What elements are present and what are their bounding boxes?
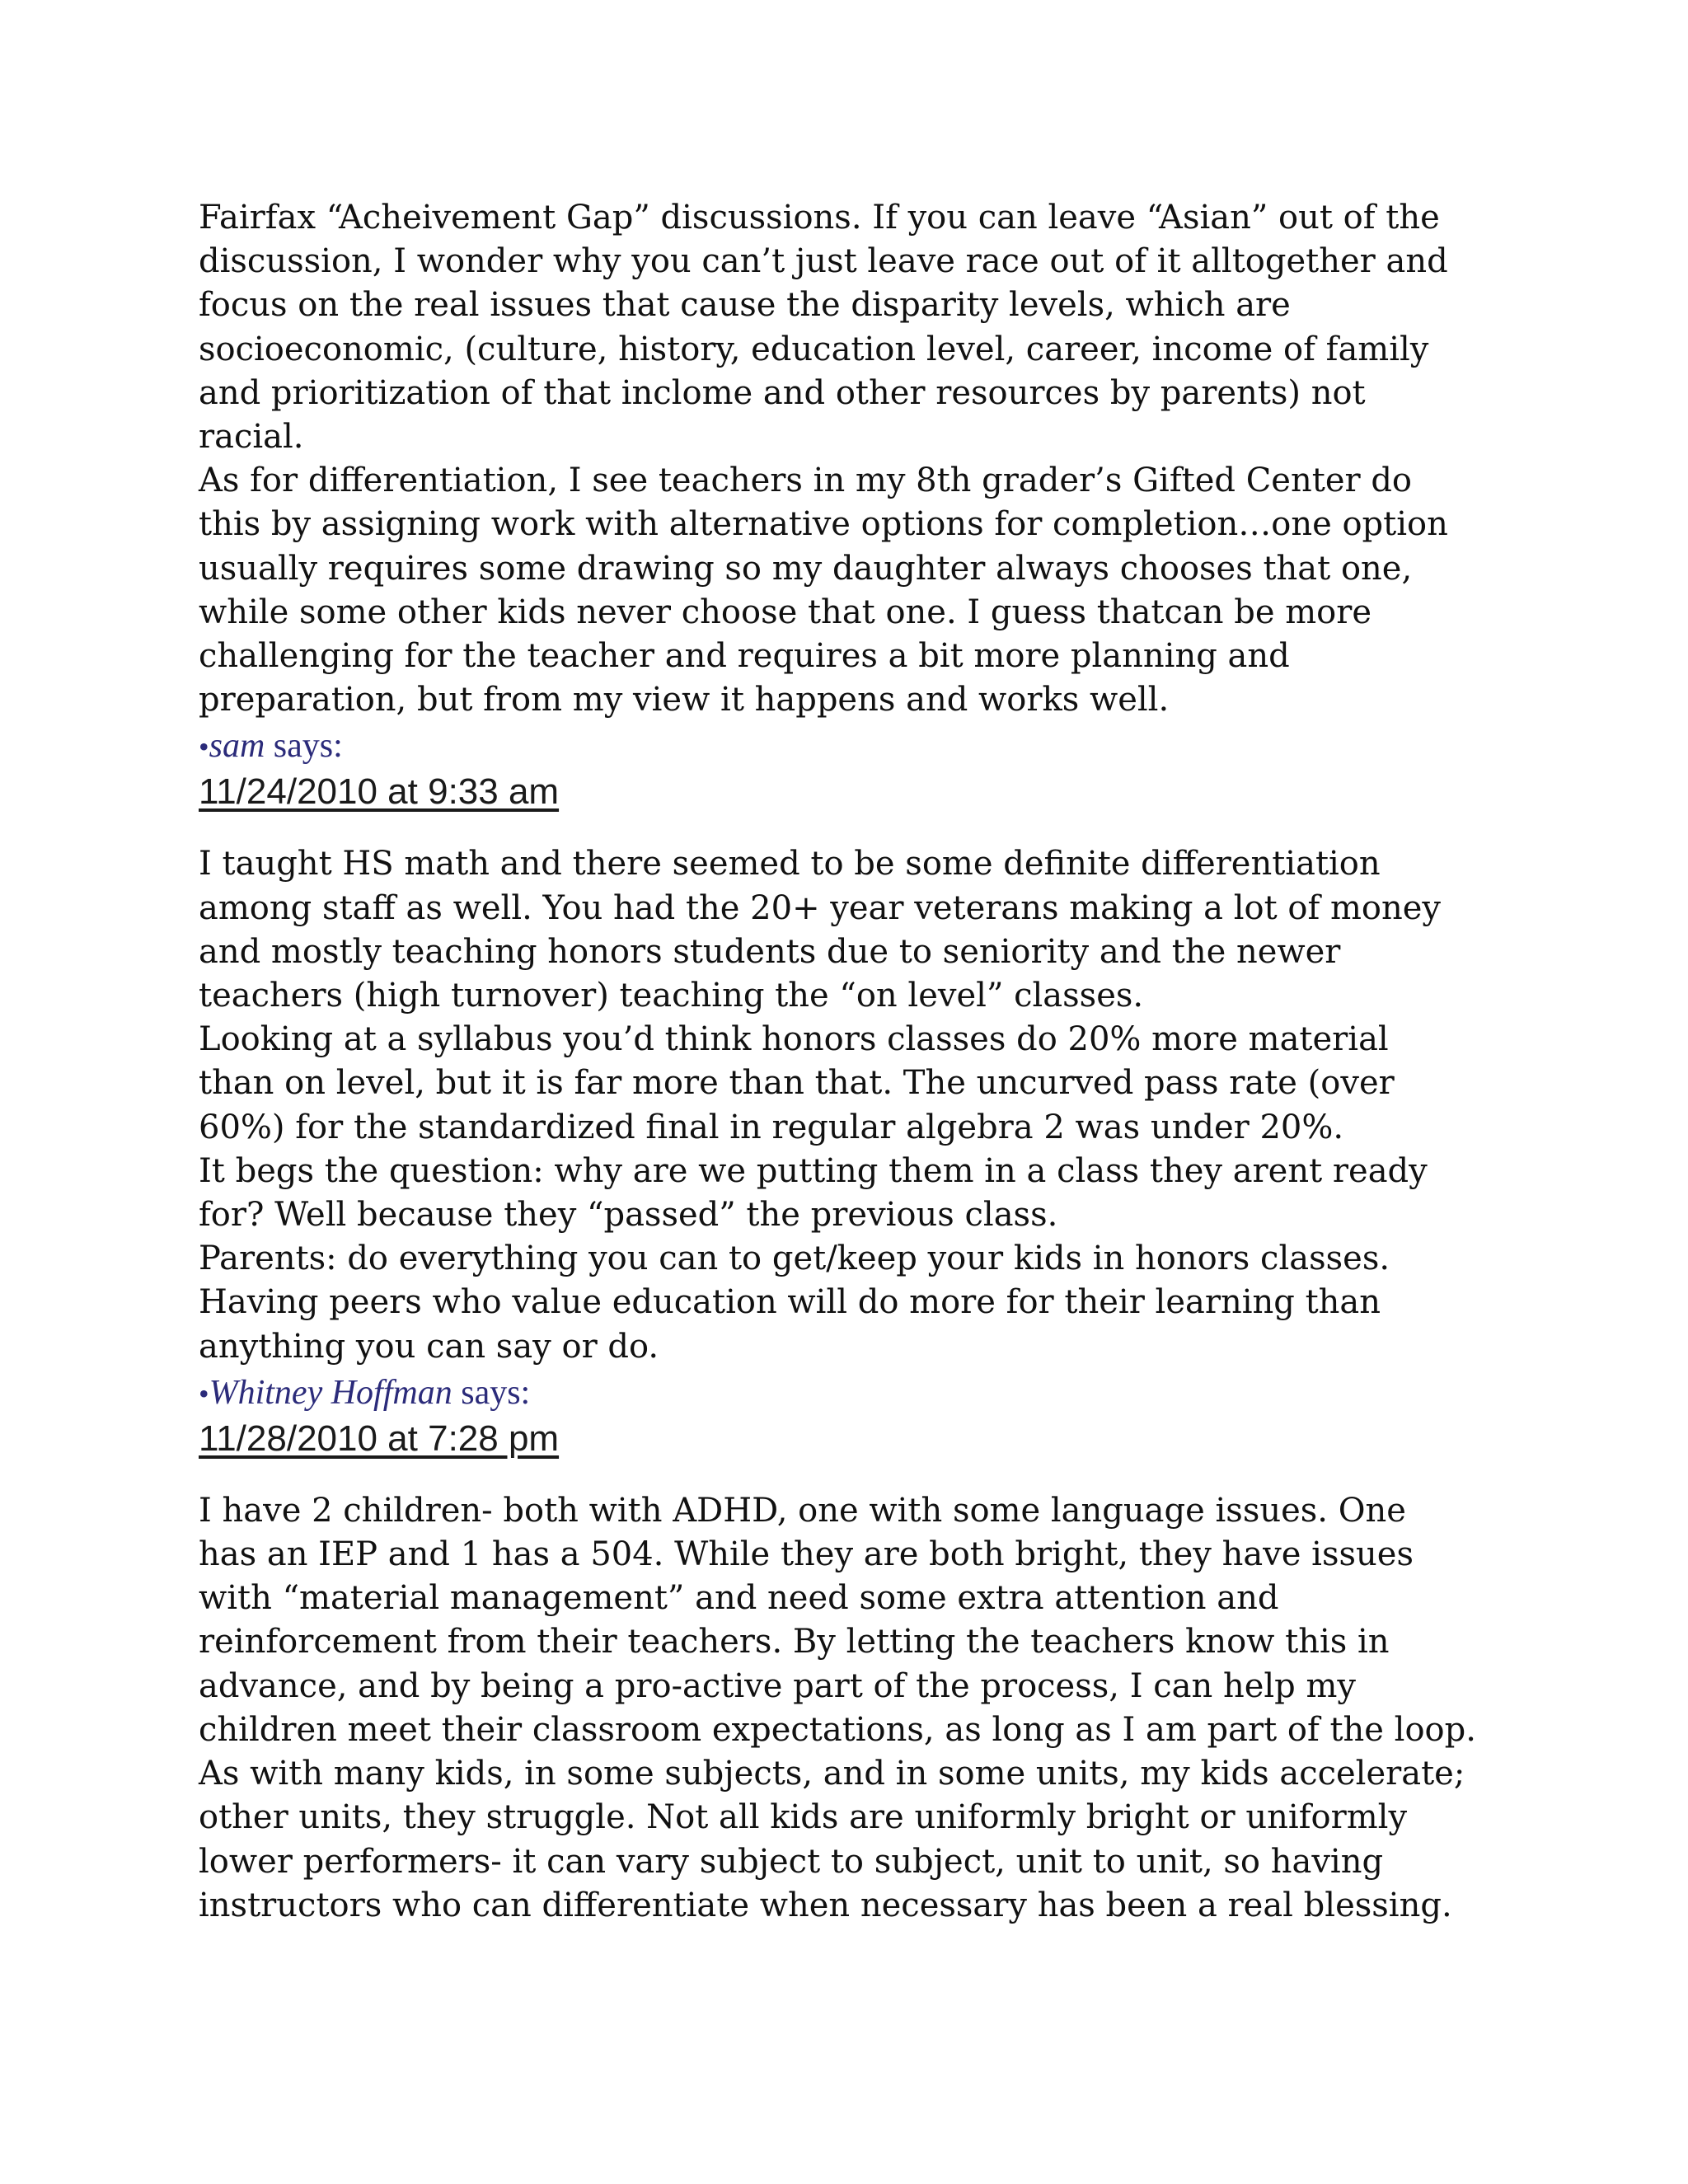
text-line: and prioritization of that inclome and other resources by parents) not	[199, 373, 1366, 412]
text-line: than on level, but it is far more than that. The uncurved pass rate (over	[199, 1064, 1395, 1103]
text-line: Looking at a syllabus you’d think honors classes do 20% more material	[199, 1020, 1389, 1059]
comment-timestamp-link[interactable]: 11/24/2010 at 9:33 am	[199, 771, 560, 813]
text-line: reinforcement from their teachers. By letting the teachers know this in	[199, 1623, 1390, 1661]
text-line: As for differentiation, I see teachers in my 8th grader’s Gifted Center do	[199, 462, 1413, 500]
document-page	[199, 196, 1534, 1928]
text-line: teachers (high turnover) teaching the “on level” classes.	[199, 977, 1144, 1015]
text-line: As with many kids, in some subjects, and in some units, my kids accelerate;	[199, 1755, 1465, 1793]
text-line: among staff as well. You had the 20+ year veterans making a lot of money	[199, 888, 1442, 927]
text-line: 60%) for the standardized final in regular algebra 2 was under 20%.	[199, 1108, 1344, 1146]
text-line: challenging for the teacher and requires a bit more planning and	[199, 637, 1290, 676]
comment-timestamp-link[interactable]: 11/28/2010 at 7:28 pm	[199, 1418, 560, 1459]
text-line: children meet their classroom expectations, as long as I am part of the loop.	[199, 1710, 1476, 1749]
text-line: for? Well because they “passed” the previous class.	[199, 1196, 1058, 1235]
comment-author-name[interactable]: sam	[209, 727, 265, 766]
text-line: lower performers- it can vary subject to subject, unit to unit, so having	[199, 1842, 1384, 1881]
comment-author-line	[199, 1369, 1534, 1418]
text-line: I taught HS math and there seemed to be some definite differentiation	[199, 845, 1381, 883]
text-line: racial.	[199, 418, 304, 457]
text-line: I have 2 children- both with ADHD, one with some language issues. One	[199, 1491, 1406, 1530]
text-line: socioeconomic, (culture, history, education level, career, income of family	[199, 330, 1429, 368]
comment-author-line	[199, 722, 1534, 771]
bullet-icon: •	[199, 730, 209, 764]
text-line: It begs the question: why are we putting them in a class they arent ready	[199, 1151, 1428, 1190]
text-line: this by assigning work with alternative options for completion…one option	[199, 505, 1448, 544]
comment-body	[199, 842, 1534, 1368]
text-line: preparation, but from my view it happens and works well.	[199, 681, 1170, 719]
text-line: focus on the real issues that cause the disparity levels, which are	[199, 286, 1291, 325]
comment-body-continued	[199, 196, 1534, 722]
text-line: with “material management” and need some extra attention and	[199, 1579, 1279, 1618]
text-line: Having peers who value education will do more for their learning than	[199, 1283, 1381, 1322]
text-line: discussion, I wonder why you can’t just leave race out of it alltogether and	[199, 242, 1448, 281]
text-line: instructors who can differentiate when necessary has been a real blessing.	[199, 1886, 1452, 1924]
text-line: usually requires some drawing so my daughter always chooses that one,	[199, 549, 1413, 588]
text-line: has an IEP and 1 has a 504. While they are both bright, they have issues	[199, 1535, 1414, 1574]
comment-author-name[interactable]: Whitney Hoffman	[209, 1373, 452, 1412]
bullet-icon: •	[199, 1376, 209, 1410]
text-line: anything you can say or do.	[199, 1327, 659, 1366]
text-line: other units, they struggle. Not all kids are uniformly bright or uniformly	[199, 1798, 1408, 1837]
text-line: advance, and by being a pro-active part of the process, I can help my	[199, 1666, 1357, 1705]
text-line: Parents: do everything you can to get/keep your kids in honors classes.	[199, 1240, 1390, 1278]
comment-body	[199, 1489, 1534, 1928]
says-label: says:	[265, 727, 343, 766]
text-line: while some other kids never choose that one. I guess thatcan be more	[199, 593, 1372, 631]
says-label: says:	[452, 1373, 531, 1412]
text-line: Fairfax “Acheivement Gap” discussions. If you can leave “Asian” out of the	[199, 199, 1440, 237]
text-line: and mostly teaching honors students due to seniority and the newer	[199, 932, 1341, 971]
